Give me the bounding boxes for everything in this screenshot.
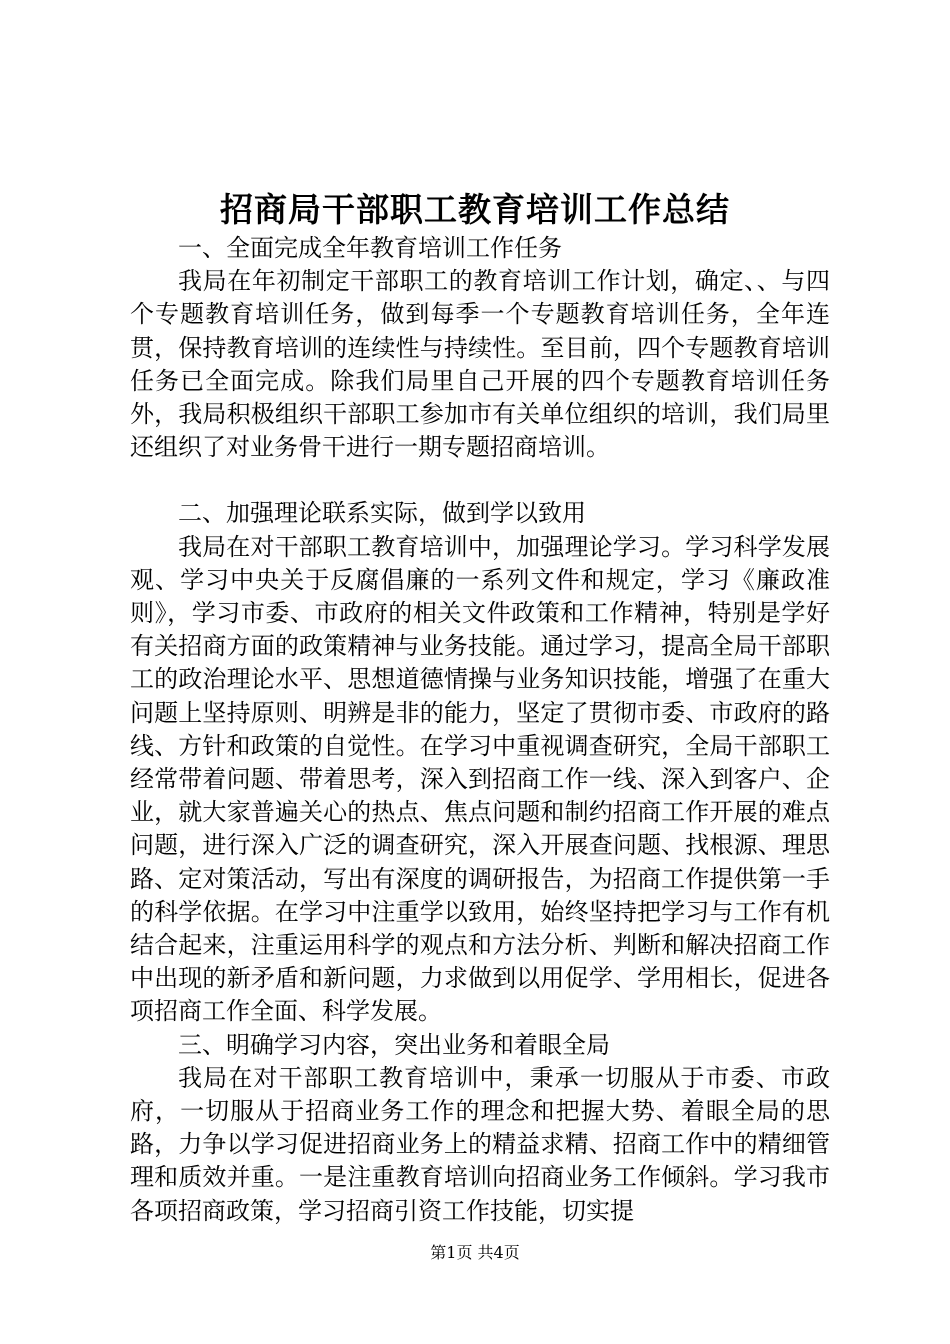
- section-heading: 一、全面完成全年教育培训工作任务: [178, 234, 562, 262]
- section-paragraph: 我局在对干部职工教育培训中，加强理论学习。学习科学发展观、学习中央关于反腐倡廉的一系列文件和规定，学习《廉政准则》，学习市委、市政府的相关文件政策和工作精神，特别是学好有关招商方面的政策精神与业务技能。通过学习，提高全局干部职工的政治理论水平、思想道德情操与业务知识技能，增强了在重大问题上坚持原则、明辨是非的能力，坚定了贯彻市委、市政府的路线、方针和政策的自觉性。在学习中重视调查研究，全局干部职工经常带着问题、带着思考，深入到招商工作一线、深入到客户、企业，就大家普遍关心的热点、焦点问题和制约招商工作开展的难点问题，进行深入广泛的调查研究，深入开展查问题、找根源、理思路、定对策活动，写出有深度的调研报告，为招商工作提供第一手的科学依据。在学习中注重学以致用，始终坚持把学习与工作有机结合起来，注重运用科学的观点和方法分析、判断和解决招商工作中出现的新矛盾和新问题，力求做到以用促学、学用相长，促进各项招商工作全面、科学发展。: [130, 532, 830, 1026]
- page-footer: 第1页 共4页: [430, 1243, 520, 1262]
- blank-line: [130, 464, 830, 497]
- section-heading: 二、加强理论联系实际，做到学以致用: [178, 499, 586, 528]
- section-2: [130, 497, 830, 1028]
- section-paragraph: 我局在对干部职工教育培训中，秉承一切服从于市委、市政府，一切服从于招商业务工作的理念和把握大势、着眼全局的思路，力争以学习促进招商业务上的精益求精、招商工作中的精细管理和质效并重。一是注重教育培训向招商业务工作倾斜。学习我市各项招商政策，学习招商引资工作技能，切实提: [130, 1063, 830, 1225]
- document-body: [130, 232, 830, 1228]
- section-heading: 三、明确学习内容，突出业务和着眼全局: [178, 1030, 610, 1059]
- section-3: [130, 1029, 830, 1228]
- document-title: 招商局干部职工教育培训工作总结: [220, 190, 730, 229]
- section-paragraph: 我局在年初制定干部职工的教育培训工作计划，确定、、与四个专题教育培训任务，做到每季一个专题教育培训任务，全年连贯，保持教育培训的连续性与持续性。至目前，四个专题教育培训任务已全面完成。除我们局里自己开展的四个专题教育培训任务外，我局积极组织干部职工参加市有关单位组织的培训，我们局里还组织了对业务骨干进行一期专题招商培训。: [130, 267, 830, 462]
- section-1: [130, 232, 830, 464]
